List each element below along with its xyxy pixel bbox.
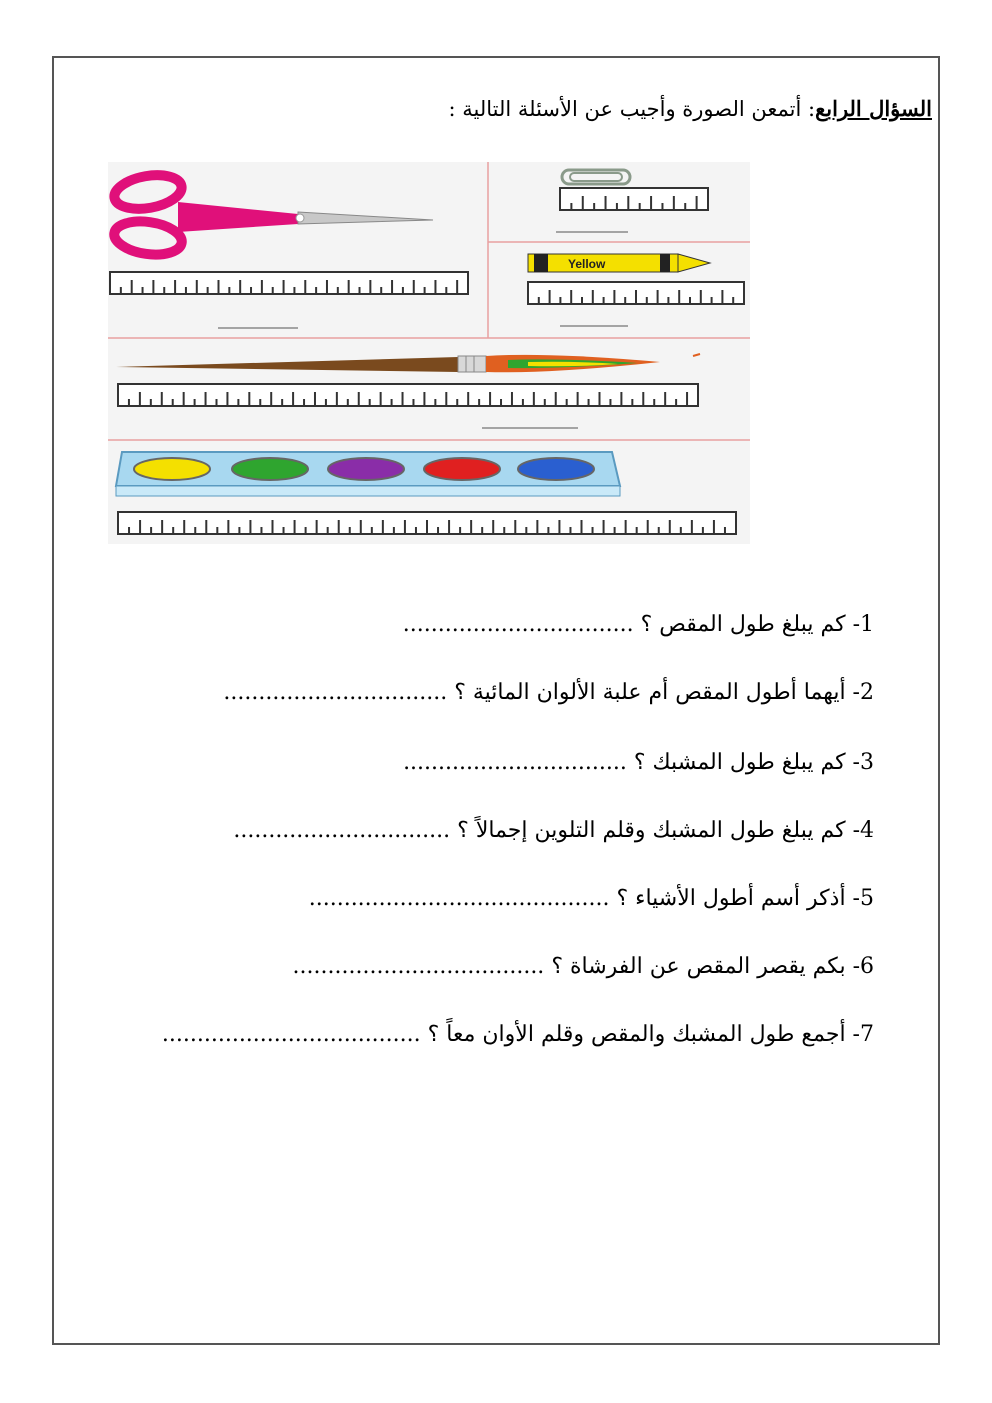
palette-yellow	[134, 458, 210, 480]
question-item	[223, 680, 874, 705]
crayon-label: Yellow	[568, 257, 606, 271]
question-text: - كم يبلغ طول المشبك وقلم التلوين إجمالاً ؟	[457, 818, 860, 843]
answer-blank[interactable]: .....................................	[161, 1022, 421, 1047]
question-item	[233, 818, 874, 843]
question-text: - أجمع طول المشبك والمقص وقلم الأوان معاً ؟	[427, 1022, 860, 1047]
crayon-icon	[528, 254, 710, 272]
answer-blank[interactable]: ...........................................	[308, 886, 610, 911]
question-label: السؤال الرابع	[815, 96, 932, 121]
answer-blank[interactable]: ...............................	[233, 818, 451, 843]
palette-purple	[328, 458, 404, 480]
answer-blank[interactable]: ................................	[403, 750, 627, 775]
question-number: 6	[860, 954, 874, 979]
question-item	[293, 954, 874, 979]
question-text: - أيهما أطول المقص أم علبة الألوان المائية ؟	[454, 680, 860, 705]
palette-green	[232, 458, 308, 480]
answer-blank[interactable]: ................................	[223, 680, 448, 705]
measurement-figure	[108, 162, 750, 544]
question-item	[162, 1022, 874, 1047]
question-text: - بكم يقصر المقص عن الفرشاة ؟	[551, 954, 860, 979]
question-text: - كم يبلغ طول المقص ؟	[640, 612, 860, 637]
answer-blank[interactable]: .................................	[402, 612, 634, 637]
question-text: - كم يبلغ طول المشبك ؟	[633, 750, 860, 775]
question-number: 2	[860, 680, 874, 705]
question-heading	[448, 96, 932, 121]
watercolor-palette-icon	[116, 452, 620, 496]
question-item	[309, 886, 874, 911]
question-text: - أذكر أسم أطول الأشياء ؟	[616, 886, 860, 911]
question-item	[403, 612, 874, 637]
question-number: 7	[860, 1022, 874, 1047]
question-number: 4	[860, 818, 874, 843]
palette-blue	[518, 458, 594, 480]
question-item	[403, 750, 874, 775]
answer-blank[interactable]: ....................................	[292, 954, 545, 979]
question-number: 5	[860, 886, 874, 911]
palette-red	[424, 458, 500, 480]
question-number: 1	[860, 612, 874, 637]
question-number: 3	[860, 750, 874, 775]
question-instruction: : أتمعن الصورة وأجيب عن الأسئلة التالية :	[448, 97, 816, 121]
